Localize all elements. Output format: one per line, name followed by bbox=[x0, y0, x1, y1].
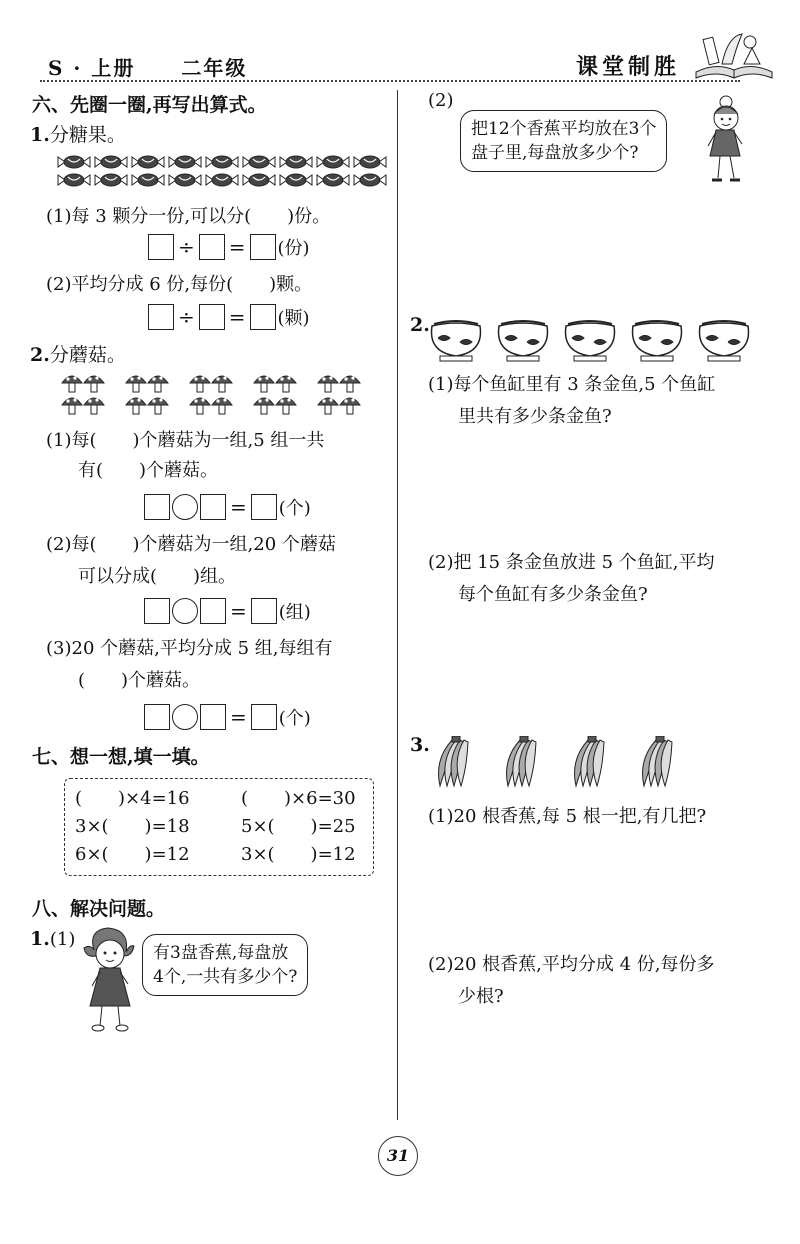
candy-icon bbox=[317, 156, 349, 168]
q6-2-part1-line1: (1)每( )个蘑菇为一组,5 组一共 bbox=[46, 430, 325, 451]
answer-box[interactable] bbox=[144, 704, 170, 730]
answer-box[interactable] bbox=[199, 234, 225, 260]
candy-icon bbox=[132, 174, 164, 186]
candy-icon bbox=[95, 156, 127, 168]
mushroom-icon bbox=[318, 398, 338, 414]
mushroom-icon bbox=[276, 398, 296, 414]
answer-box[interactable] bbox=[200, 704, 226, 730]
answer-box[interactable] bbox=[144, 494, 170, 520]
mushroom-icon bbox=[148, 376, 168, 392]
bubble-line: 盘子里,每盘放多少个? bbox=[471, 143, 639, 163]
candy-icon bbox=[169, 174, 201, 186]
q8-1-number: 1. bbox=[30, 928, 50, 950]
banana-row bbox=[428, 736, 698, 790]
girl-illustration bbox=[700, 92, 750, 188]
q8-1-part2-label: (2) bbox=[428, 90, 454, 111]
mushroom-icon bbox=[340, 398, 360, 414]
fill-item-4: 5×( )=25 bbox=[241, 816, 356, 837]
candy-grid bbox=[54, 152, 394, 188]
answer-box[interactable] bbox=[144, 598, 170, 624]
q8-2-part1-line2: 里共有多少条金鱼? bbox=[458, 406, 612, 427]
candy-icon bbox=[206, 156, 238, 168]
header-rule bbox=[40, 80, 740, 82]
equals-sign: = bbox=[230, 495, 247, 519]
candy-icon bbox=[58, 174, 90, 186]
q8-2-part2-line2: 每个鱼缸有多少条金鱼? bbox=[458, 584, 648, 605]
bubble-line: 把12个香蕉平均放在3个 bbox=[471, 119, 657, 139]
q6-2-title: 分蘑菇。 bbox=[49, 344, 126, 366]
candy-icon bbox=[317, 174, 349, 186]
equals-sign: = bbox=[230, 705, 247, 729]
q8-3-number: 3. bbox=[410, 734, 430, 756]
banana-bunch-icon bbox=[439, 736, 469, 786]
unit-label: (份) bbox=[277, 238, 310, 259]
mushroom-icon bbox=[190, 398, 210, 414]
candy-icon bbox=[132, 156, 164, 168]
mushroom-icon bbox=[148, 398, 168, 414]
q6-2-part3-line2: ( )个蘑菇。 bbox=[78, 670, 201, 691]
fill-item-3: 3×( )=18 bbox=[75, 816, 190, 837]
candy-icon bbox=[280, 156, 312, 168]
book-volume: S · 上册 bbox=[48, 56, 136, 80]
answer-box[interactable] bbox=[200, 598, 226, 624]
equals-sign: = bbox=[230, 599, 247, 623]
mushroom-icon bbox=[254, 376, 274, 392]
fill-blank-box bbox=[64, 778, 374, 876]
equals-sign: = bbox=[228, 235, 246, 259]
q6-1-equation-2 bbox=[148, 304, 310, 330]
q6-2-part1-line2: 有( )个蘑菇。 bbox=[78, 460, 219, 481]
operator-circle[interactable] bbox=[172, 598, 198, 624]
q6-1-part2: (2)平均分成 6 份,每份( )颗。 bbox=[46, 274, 313, 295]
candy-icon bbox=[243, 156, 275, 168]
mushroom-icon bbox=[212, 398, 232, 414]
divide-sign: ÷ bbox=[178, 235, 195, 259]
q8-3-part1: (1)20 根香蕉,每 5 根一把,有几把? bbox=[428, 806, 707, 827]
column-divider bbox=[397, 90, 398, 1120]
q8-2-part1-line1: (1)每个鱼缸里有 3 条金鱼,5 个鱼缸 bbox=[428, 374, 716, 395]
q6-1-equation-1 bbox=[148, 234, 310, 260]
fishbowl-icon bbox=[566, 321, 615, 361]
fishbowl-icon bbox=[700, 321, 749, 361]
page-number: 31 bbox=[378, 1136, 418, 1176]
series-title: 课堂制胜 bbox=[576, 54, 681, 80]
equals-sign: = bbox=[228, 305, 246, 329]
section-7-title: 七、想一想,填一填。 bbox=[32, 746, 210, 768]
part-label: (1) bbox=[49, 929, 76, 950]
mushroom-grid bbox=[60, 372, 380, 418]
mushroom-icon bbox=[340, 376, 360, 392]
mushroom-icon bbox=[62, 376, 82, 392]
q6-2-equation-1 bbox=[144, 494, 311, 520]
mushroom-icon bbox=[254, 398, 274, 414]
speech-bubble-2 bbox=[460, 110, 667, 172]
q6-1-part1: (1)每 3 颗分一份,可以分( )份。 bbox=[46, 206, 331, 227]
fill-item-1: ( )×4=16 bbox=[75, 788, 190, 809]
fishbowl-icon bbox=[499, 321, 548, 361]
mushroom-icon bbox=[212, 376, 232, 392]
mushroom-icon bbox=[276, 376, 296, 392]
fill-item-6: 3×( )=12 bbox=[241, 844, 356, 865]
mushroom-icon bbox=[84, 376, 104, 392]
bubble-line: 4个,一共有多少个? bbox=[153, 967, 298, 987]
candy-icon bbox=[206, 174, 238, 186]
fill-item-2: ( )×6=30 bbox=[241, 788, 356, 809]
speech-bubble-1 bbox=[142, 934, 308, 996]
unit-label: (个) bbox=[278, 498, 311, 519]
girl-illustration bbox=[78, 926, 140, 1032]
q6-1-heading bbox=[30, 120, 126, 147]
candy-icon bbox=[243, 174, 275, 186]
mushroom-icon bbox=[190, 376, 210, 392]
header-left bbox=[48, 52, 247, 81]
q6-2-heading bbox=[30, 340, 126, 367]
grade-label: 二年级 bbox=[181, 56, 248, 80]
q6-1-title: 分糖果。 bbox=[49, 124, 126, 146]
candy-icon bbox=[95, 174, 127, 186]
q8-2-part2-line1: (2)把 15 条金鱼放进 5 个鱼缸,平均 bbox=[428, 552, 715, 573]
fishbowl-row bbox=[428, 318, 768, 362]
q6-2-part3-line1: (3)20 个蘑菇,平均分成 5 组,每组有 bbox=[46, 638, 333, 659]
unit-label: (组) bbox=[278, 602, 311, 623]
answer-box[interactable] bbox=[199, 304, 225, 330]
mushroom-icon bbox=[84, 398, 104, 414]
mushroom-icon bbox=[62, 398, 82, 414]
unit-label: (颗) bbox=[277, 308, 310, 329]
fishbowl-icon bbox=[633, 321, 682, 361]
answer-box[interactable] bbox=[251, 494, 277, 520]
q6-2-number: 2. bbox=[30, 344, 50, 366]
q6-2-part2-line2: 可以分成( )组。 bbox=[78, 566, 237, 587]
section-8-title: 八、解决问题。 bbox=[32, 898, 166, 920]
answer-box[interactable] bbox=[251, 704, 277, 730]
answer-box[interactable] bbox=[148, 304, 174, 330]
mushroom-icon bbox=[126, 398, 146, 414]
section-6-title: 六、先圈一圈,再写出算式。 bbox=[32, 94, 267, 116]
answer-box[interactable] bbox=[148, 234, 174, 260]
mushroom-icon bbox=[318, 376, 338, 392]
answer-box[interactable] bbox=[250, 234, 276, 260]
candy-icon bbox=[58, 156, 90, 168]
books-icon bbox=[692, 28, 776, 80]
operator-circle[interactable] bbox=[172, 704, 198, 730]
answer-box[interactable] bbox=[251, 598, 277, 624]
banana-bunch-icon bbox=[643, 736, 673, 786]
q6-2-equation-3 bbox=[144, 704, 311, 730]
q8-1-part1-label bbox=[30, 928, 75, 950]
answer-box[interactable] bbox=[250, 304, 276, 330]
banana-bunch-icon bbox=[507, 736, 537, 786]
q8-3-part2-line1: (2)20 根香蕉,平均分成 4 份,每份多 bbox=[428, 954, 715, 975]
mushroom-icon bbox=[126, 376, 146, 392]
unit-label: (个) bbox=[278, 708, 311, 729]
answer-box[interactable] bbox=[200, 494, 226, 520]
q6-2-equation-2 bbox=[144, 598, 311, 624]
q6-2-part2-line1: (2)每( )个蘑菇为一组,20 个蘑菇 bbox=[46, 534, 336, 555]
candy-icon bbox=[354, 156, 386, 168]
operator-circle[interactable] bbox=[172, 494, 198, 520]
bubble-line: 有3盘香蕉,每盘放 bbox=[153, 943, 289, 963]
divide-sign: ÷ bbox=[178, 305, 195, 329]
banana-bunch-icon bbox=[575, 736, 605, 786]
candy-icon bbox=[280, 174, 312, 186]
q6-1-number: 1. bbox=[30, 124, 50, 146]
fill-item-5: 6×( )=12 bbox=[75, 844, 190, 865]
q8-2-number: 2. bbox=[410, 314, 430, 336]
candy-icon bbox=[354, 174, 386, 186]
fishbowl-icon bbox=[432, 321, 481, 361]
candy-icon bbox=[169, 156, 201, 168]
q8-3-part2-line2: 少根? bbox=[458, 986, 504, 1007]
